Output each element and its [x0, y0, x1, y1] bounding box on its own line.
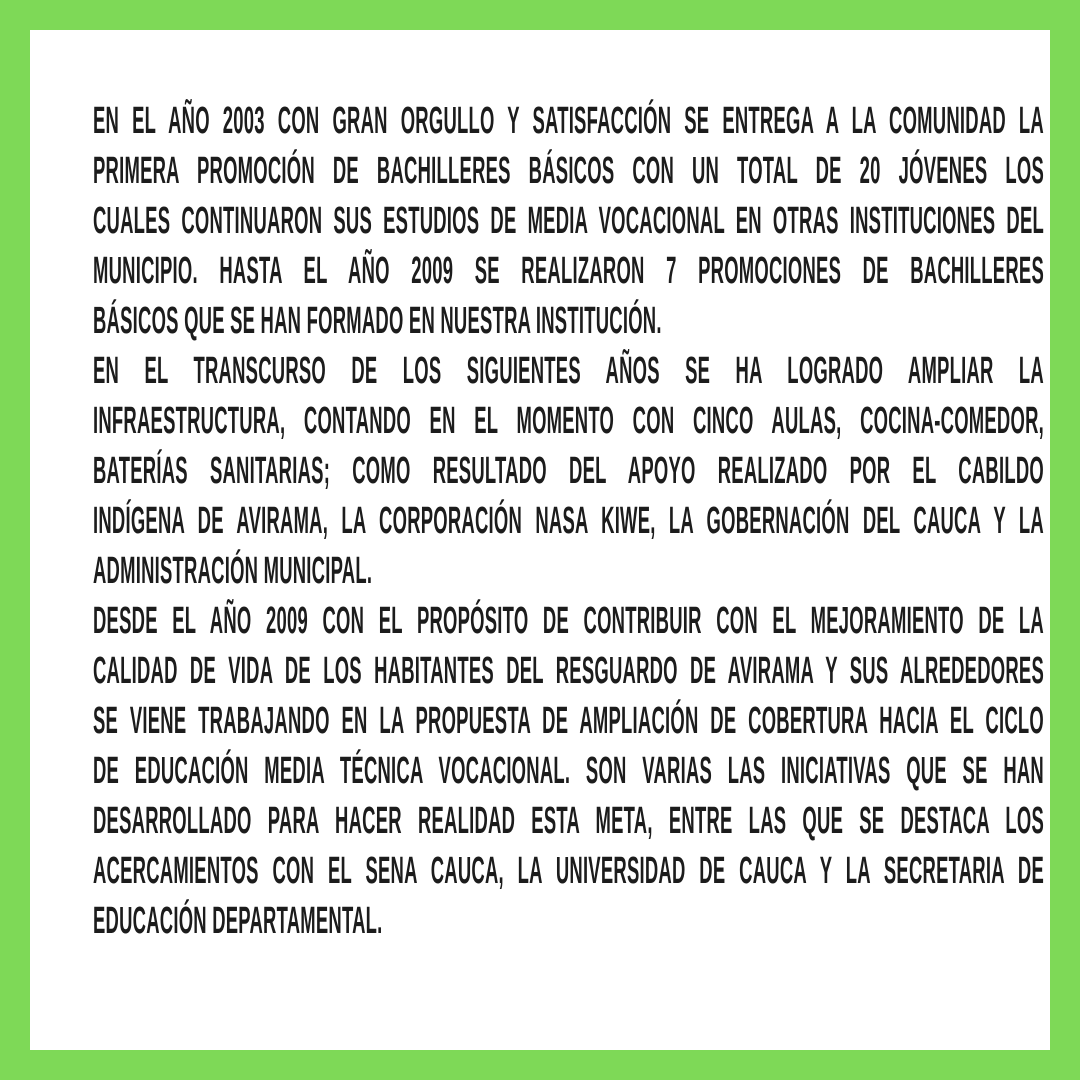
- paragraph-expansion-2009: [93, 596, 1044, 946]
- text-line: ACERCAMIENTOS CON EL SENA CAUCA, LA UNIVERSIDAD DE CAUCA Y LA SECRETARIA DE: [93, 850, 1044, 892]
- text-line: DE EDUCACIÓN MEDIA TÉCNICA VOCACIONAL. SON VARIAS LAS INICIATIVAS QUE SE HAN: [93, 750, 1044, 792]
- text-line: EDUCACIÓN DEPARTAMENTAL.: [93, 900, 383, 942]
- text-line: CALIDAD DE VIDA DE LOS HABITANTES DEL RESGUARDO DE AVIRAMA Y SUS ALREDEDORES: [93, 650, 1044, 692]
- text-line: PRIMERA PROMOCIÓN DE BACHILLERES BÁSICOS CON UN TOTAL DE 20 JÓVENES LOS: [93, 150, 1044, 192]
- text-line: DESARROLLADO PARA HACER REALIDAD ESTA META, ENTRE LAS QUE SE DESTACA LOS: [93, 800, 1044, 842]
- text-line: EN EL TRANSCURSO DE LOS SIGUIENTES AÑOS SE HA LOGRADO AMPLIAR LA: [93, 350, 1044, 392]
- text-line: ADMINISTRACIÓN MUNICIPAL.: [93, 550, 373, 592]
- text-line: INFRAESTRUCTURA, CONTANDO EN EL MOMENTO CON CINCO AULAS, COCINA-COMEDOR,: [93, 400, 1044, 442]
- paragraph-history-2003: [93, 96, 1044, 346]
- text-line: EN EL AÑO 2003 CON GRAN ORGULLO Y SATISFACCIÓN SE ENTREGA A LA COMUNIDAD LA: [93, 100, 1044, 142]
- text-line: BÁSICOS QUE SE HAN FORMADO EN NUESTRA INSTITUCIÓN.: [93, 300, 662, 342]
- text-card: [30, 30, 1050, 1050]
- text-line: DESDE EL AÑO 2009 CON EL PROPÓSITO DE CONTRIBUIR CON EL MEJORAMIENTO DE LA: [93, 600, 1044, 642]
- paragraph-infrastructure: [93, 346, 1044, 596]
- text-line: INDÍGENA DE AVIRAMA, LA CORPORACIÓN NASA KIWE, LA GOBERNACIÓN DEL CAUCA Y LA: [93, 500, 1044, 542]
- text-line: SE VIENE TRABAJANDO EN LA PROPUESTA DE AMPLIACIÓN DE COBERTURA HACIA EL CICLO: [93, 700, 1044, 742]
- text-line: MUNICIPIO. HASTA EL AÑO 2009 SE REALIZARON 7 PROMOCIONES DE BACHILLERES: [93, 250, 1044, 292]
- text-line: CUALES CONTINUARON SUS ESTUDIOS DE MEDIA VOCACIONAL EN OTRAS INSTITUCIONES DEL: [93, 200, 1044, 242]
- text-line: BATERÍAS SANITARIAS; COMO RESULTADO DEL APOYO REALIZADO POR EL CABILDO: [93, 450, 1044, 492]
- text-content: [93, 96, 1044, 946]
